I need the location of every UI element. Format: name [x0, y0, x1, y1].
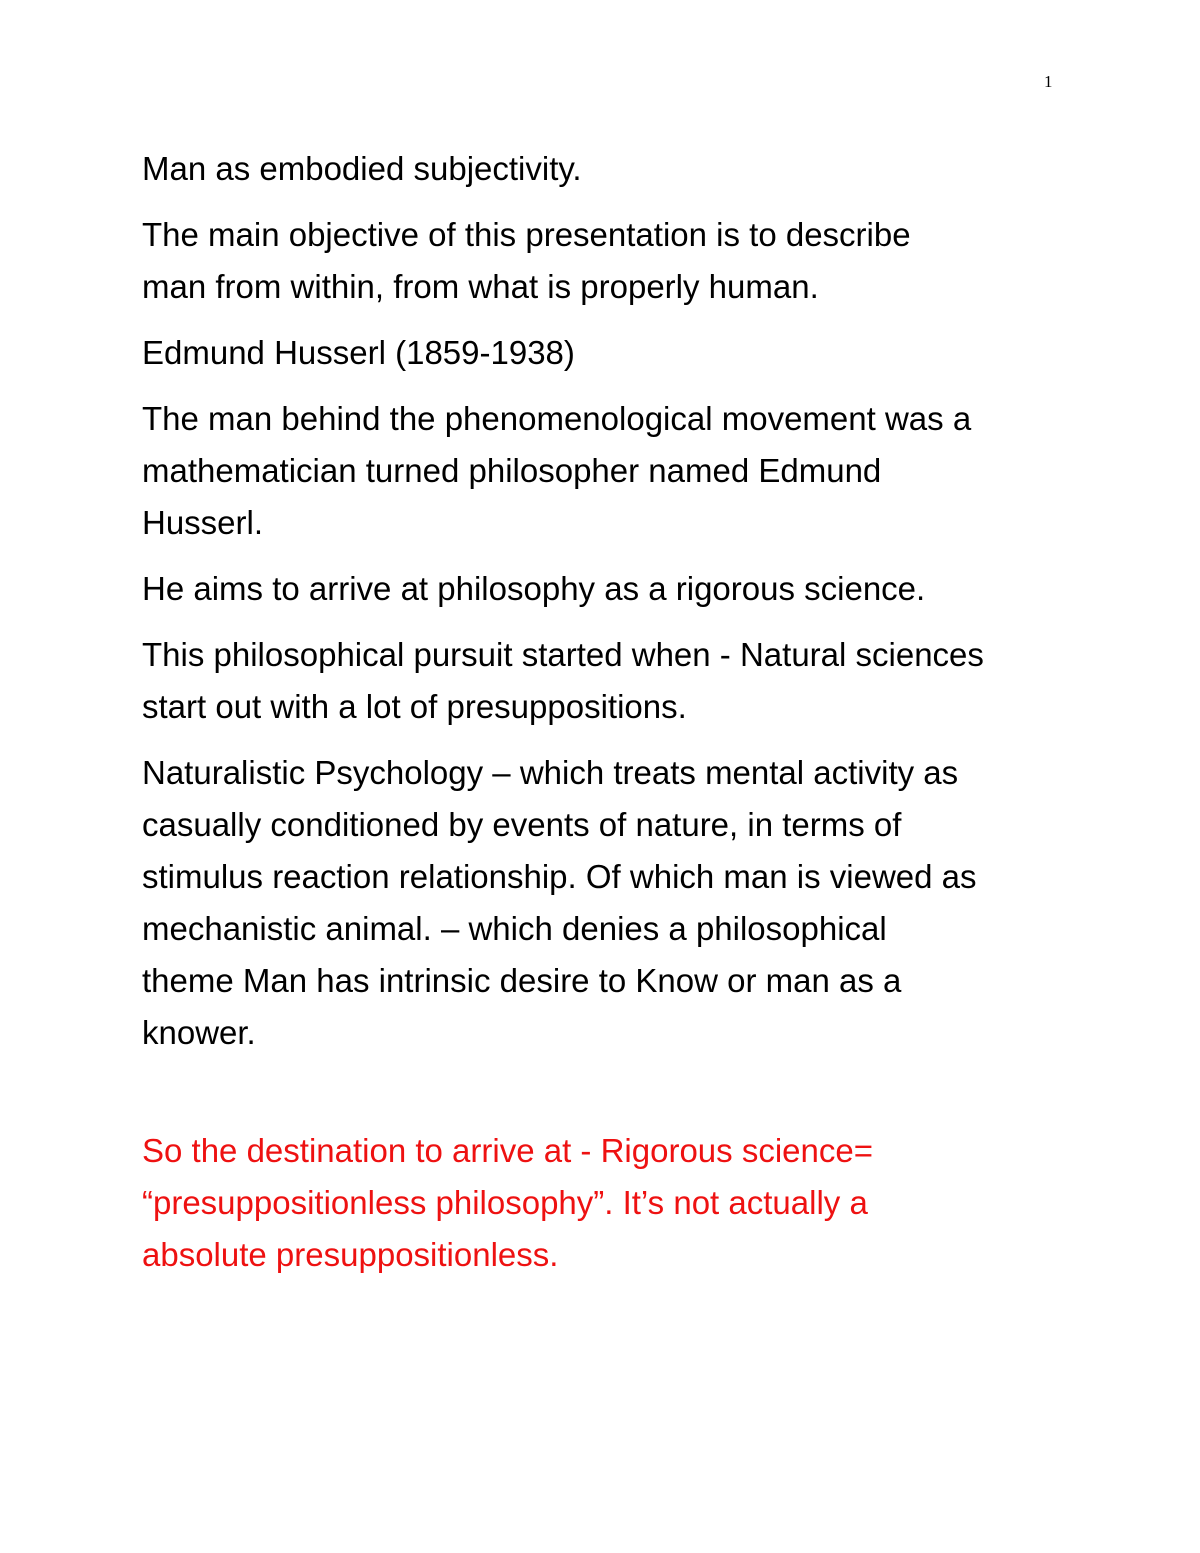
highlight-line: “presuppositionless philosophy”. It’s not actually a [142, 1184, 868, 1221]
aim-paragraph [142, 563, 1072, 615]
husserl-heading-paragraph [142, 327, 1072, 379]
text-line: mechanistic animal. – which denies a philosophical [142, 910, 887, 947]
text-line: theme Man has intrinsic desire to Know or man as a [142, 962, 902, 999]
text-line: The man behind the phenomenological movement was a [142, 400, 972, 437]
text-line: casually conditioned by events of nature, in terms of [142, 806, 902, 843]
highlight-line: absolute presuppositionless. [142, 1236, 559, 1273]
objective-paragraph [142, 209, 1072, 313]
page-number: 1 [1044, 72, 1053, 91]
text-line: Man as embodied subjectivity. [142, 150, 582, 187]
husserl-intro-paragraph [142, 393, 1072, 549]
text-line: start out with a lot of presuppositions. [142, 688, 687, 725]
title-paragraph [142, 143, 1072, 195]
blank-line [142, 1073, 1072, 1125]
text-line: mathematician turned philosopher named Edmund [142, 452, 882, 489]
text-line: Husserl. [142, 504, 264, 541]
text-line: He aims to arrive at philosophy as a rigorous science. [142, 570, 926, 607]
text-line: man from within, from what is properly human. [142, 268, 819, 305]
text-line: This philosophical pursuit started when - Natural sciences [142, 636, 984, 673]
psychology-paragraph [142, 747, 1072, 1059]
text-line: Naturalistic Psychology – which treats mental activity as [142, 754, 959, 791]
highlight-line: So the destination to arrive at - Rigorous science= [142, 1132, 873, 1169]
text-line: The main objective of this presentation is to describe [142, 216, 911, 253]
text-line: Edmund Husserl (1859-1938) [142, 334, 575, 371]
document-body [142, 143, 1072, 1295]
text-line: stimulus reaction relationship. Of which man is viewed as [142, 858, 977, 895]
highlight-paragraph [142, 1125, 1072, 1281]
text-line: knower. [142, 1014, 256, 1051]
pursuit-paragraph [142, 629, 1072, 733]
